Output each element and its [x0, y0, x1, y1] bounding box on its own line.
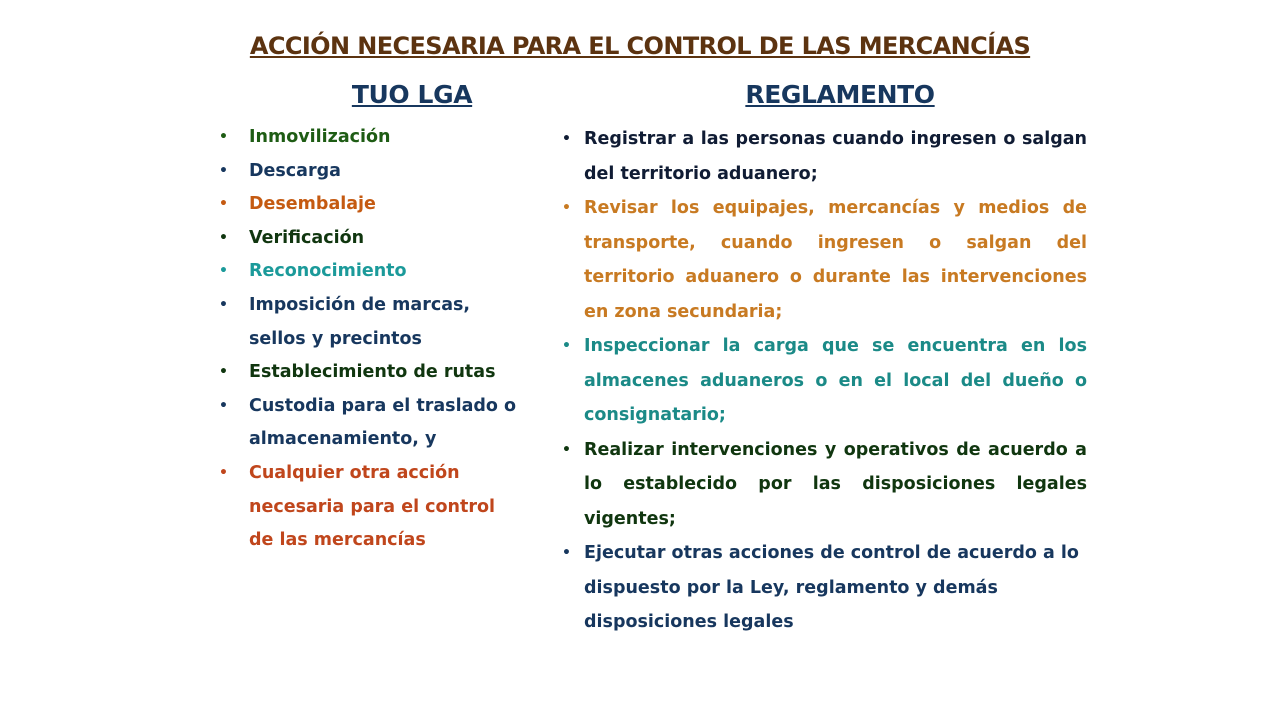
bullet-icon: • — [562, 200, 571, 216]
bullet-icon: • — [219, 364, 228, 381]
list-item — [215, 390, 525, 457]
bullet-icon: • — [219, 229, 228, 246]
tuo-lga-list — [215, 121, 525, 558]
bullet-icon: • — [219, 296, 228, 313]
list-item — [560, 122, 1087, 191]
list-item-text: Desembalaje — [249, 194, 376, 215]
reglamento-list — [560, 122, 1087, 640]
list-item — [215, 222, 525, 256]
list-item — [560, 433, 1087, 537]
list-item — [215, 188, 525, 222]
list-item-text: Custodia para el traslado o almacenamiento, y — [249, 395, 517, 450]
list-item-text: Realizar intervenciones y operativos de acuerdo a lo establecido por las disposiciones legales vigentes; — [584, 439, 1087, 529]
bullet-icon: • — [219, 397, 228, 414]
list-item-text: Descarga — [249, 160, 341, 181]
bullet-icon: • — [562, 131, 571, 147]
bullet-icon: • — [219, 464, 228, 481]
list-item-text: Establecimiento de rutas — [249, 362, 496, 383]
list-item-text: Inspeccionar la carga que se encuentra en los almacenes aduaneros o en el local del dueño o consignatario; — [584, 336, 1087, 425]
reglamento-heading: REGLAMENTO — [745, 80, 935, 109]
list-item-text: Cualquier otra acción necesaria para el control de las mercancías — [249, 462, 496, 551]
bullet-icon: • — [219, 263, 228, 280]
list-item — [560, 329, 1087, 433]
tuo-lga-heading: TUO LGA — [351, 80, 473, 109]
bullet-icon: • — [219, 196, 228, 213]
list-item — [560, 536, 1087, 640]
bullet-icon: • — [562, 441, 571, 458]
list-item — [215, 121, 525, 155]
list-item — [560, 191, 1087, 329]
list-item-text: Imposición de marcas, sellos y precintos — [249, 294, 471, 349]
list-item — [215, 457, 525, 558]
bullet-icon: • — [562, 545, 571, 561]
list-item — [215, 155, 525, 189]
list-item — [215, 356, 525, 390]
list-item — [215, 255, 525, 289]
bullet-icon: • — [219, 162, 228, 179]
list-item-text: Ejecutar otras acciones de control de acuerdo a lo dispuesto por la Ley, reglamento y demás disposiciones legales — [584, 543, 1079, 632]
list-item-text: Reconocimiento — [249, 261, 407, 282]
list-item-text: Revisar los equipajes, mercancías y medios de transporte, cuando ingresen o salgan del territorio aduanero o durante las intervenciones en zona secundaria; — [584, 198, 1087, 322]
list-item-text: Inmovilización — [249, 127, 391, 147]
list-item-text: Registrar a las personas cuando ingresen o salgan del territorio aduanero; — [584, 129, 1087, 184]
bullet-icon: • — [219, 129, 228, 145]
list-item-text: Verificación — [249, 227, 365, 248]
page-title: ACCIÓN NECESARIA PARA EL CONTROL DE LAS MERCANCÍAS — [249, 32, 1031, 60]
list-item — [215, 289, 525, 356]
bullet-icon: • — [562, 338, 571, 354]
